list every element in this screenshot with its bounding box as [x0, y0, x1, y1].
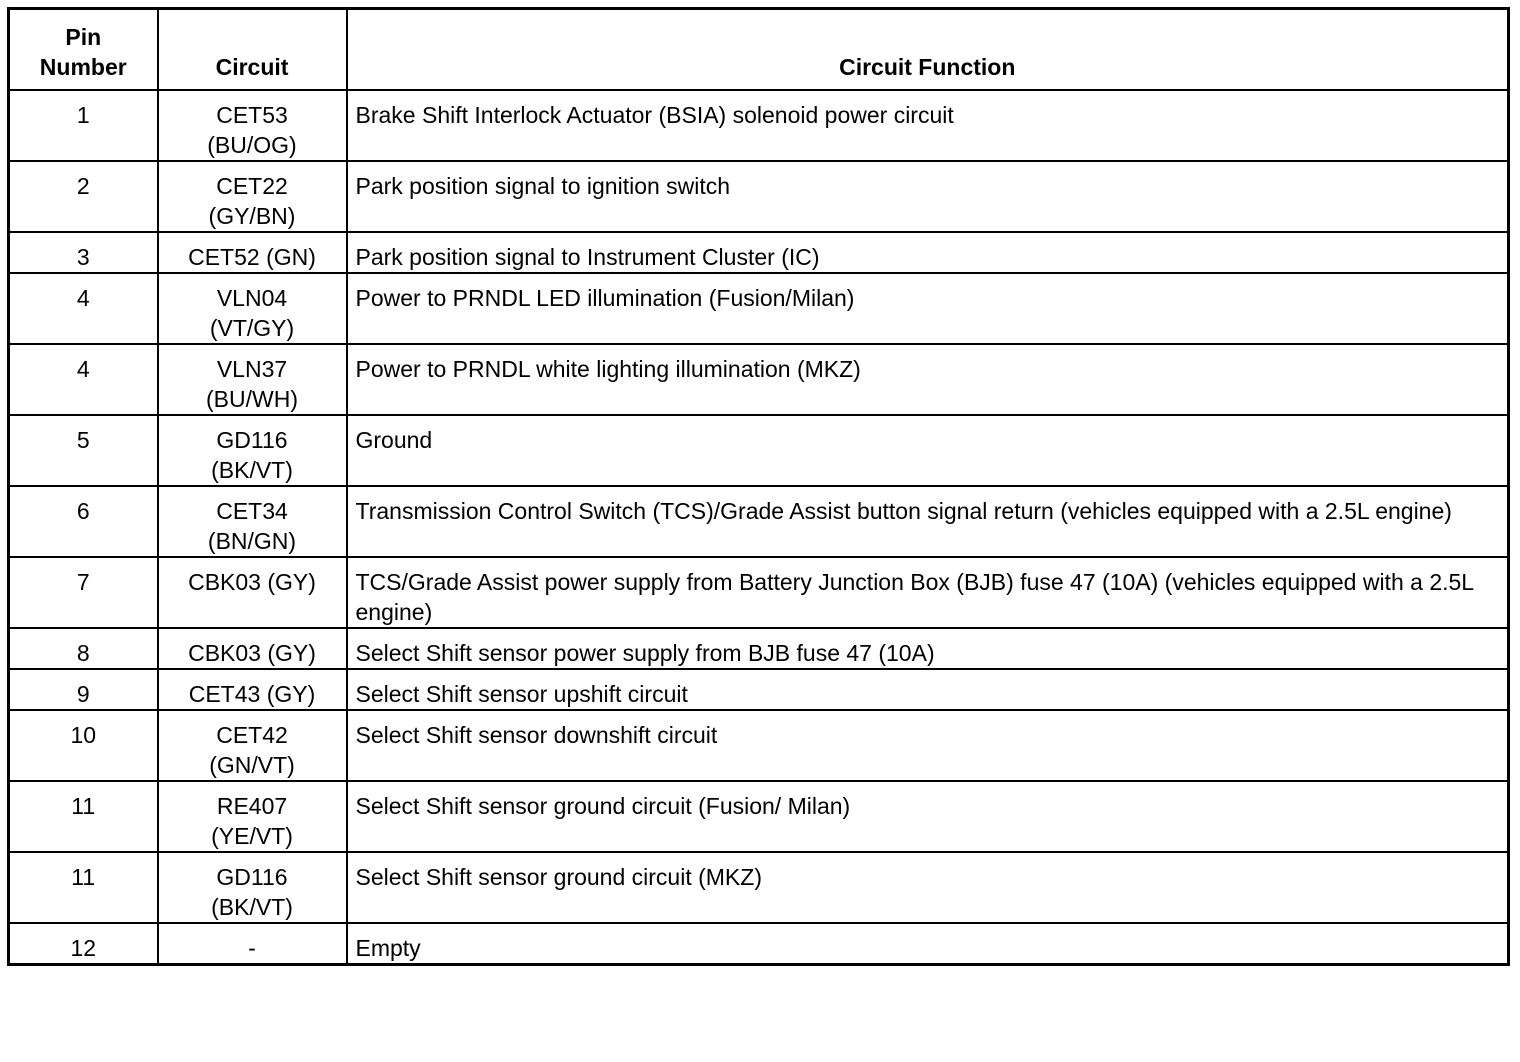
circuit-color: (BK/VT): [211, 457, 293, 483]
circuit-color: (BK/VT): [211, 894, 293, 920]
pin-cell: 5: [9, 415, 158, 486]
function-cell: Park position signal to ignition switch: [347, 161, 1509, 232]
circuit-code: GD116: [216, 427, 288, 453]
header-row: [9, 9, 1509, 91]
pin-cell: 4: [9, 273, 158, 344]
circuit-cell: [158, 781, 347, 852]
circuit-cell: [158, 415, 347, 486]
circuit-code: -: [248, 935, 256, 961]
pin-cell: 11: [9, 852, 158, 923]
circuit-code: GD116: [216, 864, 288, 890]
pin-cell: 8: [9, 628, 158, 669]
pin-cell: 10: [9, 710, 158, 781]
function-cell: Select Shift sensor ground circuit (Fusion/ Milan): [347, 781, 1509, 852]
circuit-cell: [158, 852, 347, 923]
pin-cell: 3: [9, 232, 158, 273]
pin-cell: 1: [9, 90, 158, 161]
table-row: [9, 273, 1509, 344]
table-row: [9, 415, 1509, 486]
circuit-code: CET22: [216, 173, 288, 199]
pin-cell: 6: [9, 486, 158, 557]
table-row: [9, 923, 1509, 965]
circuit-code: VLN37: [216, 356, 288, 382]
circuit-color: (VT/GY): [209, 315, 295, 341]
header-circuit-function: Circuit Function: [347, 9, 1509, 91]
circuit-cell: [158, 557, 347, 628]
circuit-cell: [158, 161, 347, 232]
circuit-code: CET52 (GN): [188, 244, 316, 270]
pin-table: [7, 7, 1510, 966]
circuit-cell: [158, 90, 347, 161]
function-cell: Power to PRNDL white lighting illumination (MKZ): [347, 344, 1509, 415]
function-cell: Ground: [347, 415, 1509, 486]
pin-cell: 2: [9, 161, 158, 232]
circuit-code: VLN04: [216, 285, 288, 311]
header-pin-line2: Number: [39, 54, 127, 80]
table-row: [9, 90, 1509, 161]
function-cell: Park position signal to Instrument Cluster (IC): [347, 232, 1509, 273]
table-row: [9, 710, 1509, 781]
table-row: [9, 161, 1509, 232]
circuit-cell: [158, 486, 347, 557]
circuit-cell: [158, 923, 347, 965]
circuit-code: CET34: [216, 498, 288, 524]
function-cell: Select Shift sensor downshift circuit: [347, 710, 1509, 781]
pin-cell: 7: [9, 557, 158, 628]
table-row: [9, 669, 1509, 710]
function-cell: Empty: [347, 923, 1509, 965]
table-row: [9, 344, 1509, 415]
circuit-color: (GY/BN): [208, 203, 296, 229]
header-circuit: Circuit: [158, 9, 347, 91]
function-cell: Power to PRNDL LED illumination (Fusion/Milan): [347, 273, 1509, 344]
table-row: [9, 628, 1509, 669]
table-row: [9, 852, 1509, 923]
circuit-color: (BU/WH): [206, 386, 298, 412]
circuit-cell: [158, 628, 347, 669]
circuit-code: CET53: [216, 102, 288, 128]
circuit-code: CBK03 (GY): [188, 569, 316, 595]
circuit-cell: [158, 344, 347, 415]
function-cell: Select Shift sensor power supply from BJB fuse 47 (10A): [347, 628, 1509, 669]
table-row: [9, 232, 1509, 273]
function-cell: Brake Shift Interlock Actuator (BSIA) solenoid power circuit: [347, 90, 1509, 161]
circuit-code: CET43 (GY): [188, 681, 316, 707]
circuit-code: CET42: [216, 722, 288, 748]
table-row: [9, 781, 1509, 852]
circuit-cell: [158, 669, 347, 710]
function-cell: TCS/Grade Assist power supply from Battery Junction Box (BJB) fuse 47 (10A) (vehicles equipped with a 2.5L engine): [347, 557, 1509, 628]
circuit-code: CBK03 (GY): [188, 640, 316, 666]
circuit-color: (BN/GN): [207, 528, 297, 554]
pin-cell: 11: [9, 781, 158, 852]
circuit-color: (GN/VT): [209, 752, 295, 778]
function-cell: Transmission Control Switch (TCS)/Grade Assist button signal return (vehicles equipped with a 2.5L engine): [347, 486, 1509, 557]
circuit-color: (BU/OG): [207, 132, 297, 158]
table-row: [9, 557, 1509, 628]
pin-cell: 12: [9, 923, 158, 965]
pin-cell: 4: [9, 344, 158, 415]
circuit-color: (YE/VT): [211, 823, 293, 849]
table-row: [9, 486, 1509, 557]
circuit-cell: [158, 710, 347, 781]
header-pin-line1: Pin: [65, 24, 102, 50]
circuit-cell: [158, 232, 347, 273]
circuit-code: RE407: [216, 793, 288, 819]
circuit-cell: [158, 273, 347, 344]
function-cell: Select Shift sensor ground circuit (MKZ): [347, 852, 1509, 923]
header-pin-number: [9, 9, 158, 91]
function-cell: Select Shift sensor upshift circuit: [347, 669, 1509, 710]
pin-cell: 9: [9, 669, 158, 710]
